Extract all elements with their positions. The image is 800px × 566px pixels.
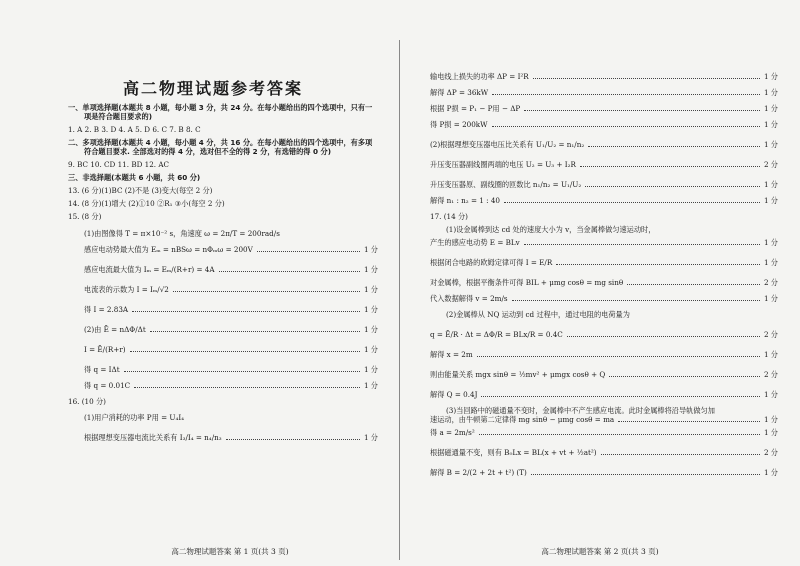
section-2-heading-cont: 符合题目要求. 全部选对的得 4 分，选对但不全的得 2 分，有选错的得 0 分)	[84, 147, 331, 156]
question-17-heading: 17. (14 分)	[430, 212, 468, 221]
section-3-heading: 三、非选择题(本题共 6 小题，共 60 分)	[68, 173, 201, 182]
q17-step-10: 解得 Q = 0.4J 1 分	[430, 390, 778, 399]
q17-step-2: 产生的感应电动势 E = BLv 1 分	[430, 238, 778, 247]
q15-step-1: (1)由图像得 T = π×10⁻² s，角速度 ω = 2π/T = 200rad/s	[84, 229, 280, 238]
section-1-answers: 1. A 2. B 3. D 4. A 5. D 6. C 7. B 8. C	[68, 125, 201, 134]
q16-step-7: (2)根据理想变压器电压比关系有 U₁/U₂ = n₁/n₂ 1 分	[430, 140, 778, 149]
q15-step-5: 得 I = 2.83A 1 分	[84, 305, 378, 314]
q17-step-15: 解得 B = 2/(2 + 2t + t²) (T) 1 分	[430, 468, 778, 477]
question-16-heading: 16. (10 分)	[68, 397, 106, 406]
q15-step-6: (2)由 Ē = nΔΦ/Δt 1 分	[84, 325, 378, 334]
q16-step-6: 得 P损 = 200kW 1 分	[430, 120, 778, 129]
section-2-heading: 二、多项选择题(本题共 4 小题，每小题 4 分，共 16 分。在每小题给出的四个选项中，有多项	[68, 138, 373, 147]
page-footer-1: 高二物理试题答案 第 1 页(共 3 页)	[171, 547, 289, 556]
q16-step-1: (1)用户消耗的功率 P用 = U₄I₄	[84, 413, 185, 422]
q17-step-12: 速运动，由牛顿第二定律得 mg sinθ − μmg cosθ = ma 1 分	[430, 415, 778, 424]
q17-step-4: 对金属棒，根据平衡条件可得 BIL + μmg cosθ = mg sinθ 2 分	[430, 278, 778, 287]
q16-step-5: 根据 P损 = P₁ − P用 − ΔP 1 分	[430, 104, 778, 113]
q17-step-6: (2)金属棒从 NQ 运动到 cd 过程中，通过电阻的电荷量为	[446, 310, 630, 319]
q15-step-3: 感应电流最大值为 Iₘ = Eₘ/(R+r) = 4A 1 分	[84, 265, 378, 274]
section-1-heading: 一、单项选择题(本题共 8 小题，每小题 3 分，共 24 分。在每小题给出的四个选项中，只有一	[68, 103, 373, 112]
question-15-heading: 15. (8 分)	[68, 212, 102, 221]
question-14: 14. (8 分)(1)增大 (2)①10 ②R₁ ③小(每空 2 分)	[68, 199, 225, 208]
q16-step-8: 升压变压器副线圈两端的电压 U₂ = U₃ + I₂R 2 分	[430, 160, 778, 169]
q17-step-1: (1)设金属棒到达 cd 处的速度大小为 v，当金属棒做匀速运动时，	[446, 225, 656, 234]
q16-step-2: 根据理想变压器电流比关系有 I₃/I₄ = n₄/n₃ 1 分	[84, 433, 378, 442]
document-title: 高二物理试题参考答案	[122, 79, 303, 98]
section-1-heading-cont: 项是符合题目要求的)	[84, 112, 152, 121]
q17-step-7: q = Ē/R · Δt = ΔΦ/R = BLx/R = 0.4C 2 分	[430, 330, 778, 339]
q15-step-9: 得 q = 0.01C 1 分	[84, 381, 378, 390]
q15-step-7: I = Ē/(R+r) 1 分	[84, 345, 378, 354]
q17-step-5: 代入数据解得 v = 2m/s 1 分	[430, 294, 778, 303]
q17-step-9: 则由能量关系 mgx sinθ = ½mv² + μmgx cosθ + Q 2 分	[430, 370, 778, 379]
question-13: 13. (6 分)(1)BC (2)不是 (3)变大(每空 2 分)	[68, 186, 213, 195]
q17-step-13: 得 a = 2m/s² 1 分	[430, 428, 778, 437]
q16-step-10: 解得 n₁ : n₂ = 1 : 40 1 分	[430, 196, 778, 205]
page-footer-2: 高二物理试题答案 第 2 页(共 3 页)	[541, 547, 659, 556]
q17-step-14: 根据磁通量不变，则有 B₀Lx = BL(x + vt + ½at²) 2 分	[430, 448, 778, 457]
q15-step-4: 电流表的示数为 I = Iₘ/√2 1 分	[84, 285, 378, 294]
q17-step-8: 解得 x = 2m 1 分	[430, 350, 778, 359]
section-2-answers: 9. BC 10. CD 11. BD 12. AC	[68, 160, 170, 169]
q15-step-8: 得 q = IΔt 1 分	[84, 365, 378, 374]
q16-step-4: 解得 ΔP = 36kW 1 分	[430, 88, 778, 97]
q16-step-9: 升压变压器原、副线圈的匝数比 n₁/n₂ = U₁/U₂ 1 分	[430, 180, 778, 189]
answer-page-2	[400, 0, 800, 566]
q17-step-3: 根据闭合电路的欧姆定律可得 I = E/R 1 分	[430, 258, 778, 267]
q17-step-11: (3)当回路中的磁通量不变时，金属棒中不产生感应电流。此时金属棒将沿导轨做匀加	[446, 406, 715, 415]
q16-step-3: 输电线上损失的功率 ΔP = I²R 1 分	[430, 72, 778, 81]
q15-step-2: 感应电动势最大值为 Eₘ = nBSω = nΦₘω = 200V 1 分	[84, 245, 378, 254]
